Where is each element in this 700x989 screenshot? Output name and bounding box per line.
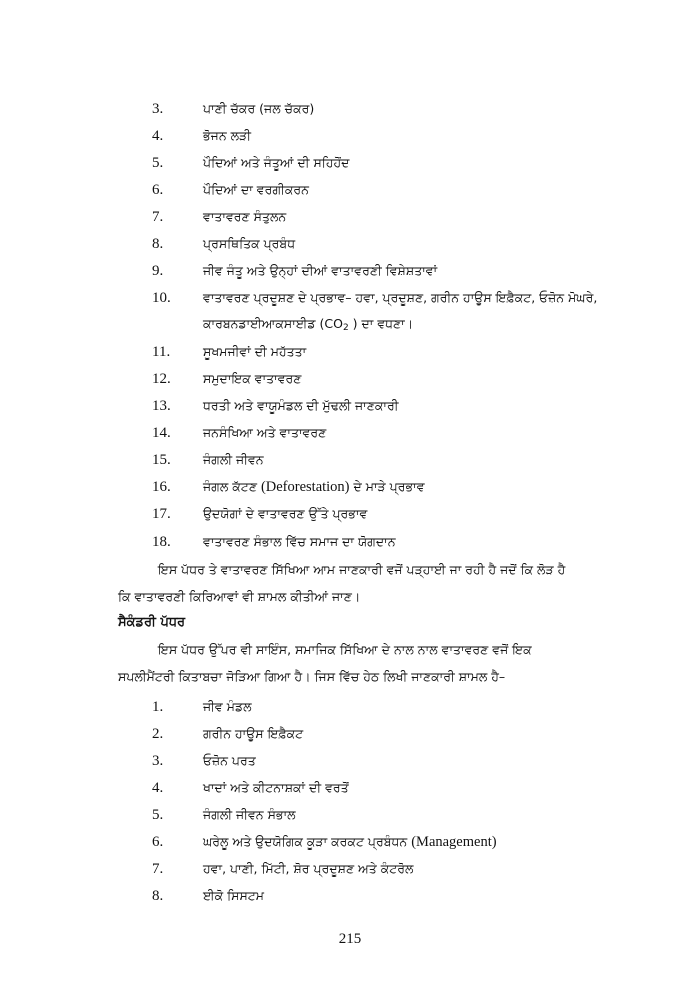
list-item xyxy=(0,396,700,422)
list-item-text: ਜੰਗਲ ਕੱਟਣ (Deforestation) ਦੇ ਮਾੜੇ ਪ੍ਰਭਾਵ xyxy=(203,479,425,495)
list-item-text: ਗਰੀਨ ਹਾਊਸ ਇਫ਼ੈਕਟ xyxy=(203,726,304,741)
list-item xyxy=(0,504,700,530)
list-item-number: 2. xyxy=(152,726,164,742)
list-item-text: ਪੌਦਿਆਂ ਅਤੇ ਜੰਤੂਆਂ ਦੀ ਸਹਿਹੋਂਦ xyxy=(203,155,350,170)
list-item xyxy=(0,859,700,885)
list-item xyxy=(0,450,700,476)
paragraph-secondary-level-note xyxy=(118,636,620,690)
english-term: (Deforestation) xyxy=(260,479,350,495)
list-item-number: 4. xyxy=(152,128,164,144)
list-item-number: 6. xyxy=(152,834,164,850)
list-item-number: 3. xyxy=(152,101,164,117)
list-item-text: ਖਾਦਾਂ ਅਤੇ ਕੀਟਨਾਸ਼ਕਾਂ ਦੀ ਵਰਤੋਂ xyxy=(203,780,349,795)
list-item-text: ਵਾਤਾਵਰਣ ਸੰਭਾਲ ਵਿੱਚ ਸਮਾਜ ਦਾ ਯੋਗਦਾਨ xyxy=(203,534,396,549)
list-item-number: 17. xyxy=(152,506,171,522)
list-item xyxy=(0,832,700,858)
list-item xyxy=(0,477,700,503)
list-item xyxy=(0,751,700,777)
list-item-number: 4. xyxy=(152,780,164,796)
list-item-number: 7. xyxy=(152,209,164,225)
list-item-number: 9. xyxy=(152,263,164,279)
list-item-text: ਜੰਗਲੀ ਜੀਵਨ xyxy=(203,452,264,467)
list-item-number: 5. xyxy=(152,807,164,823)
list-item xyxy=(0,207,700,233)
paragraph-line: ਇਸ ਪੱਧਰ ਉੱਪਰ ਵੀ ਸਾਇੰਸ, ਸਮਾਜਿਕ ਸਿੱਖਿਆ ਦੇ ਨਾਲ ਨਾਲ ਵਾਤਾਵਰਣ ਵਜੋਂ ਇਕ xyxy=(158,642,532,657)
list-item-number: 1. xyxy=(152,699,164,715)
list-item-text: ਜੰਗਲੀ ਜੀਵਨ ਸੰਭਾਲ xyxy=(203,807,296,822)
list-item xyxy=(0,261,700,287)
list-item-number: 5. xyxy=(152,155,164,171)
list-item-text: ਓਜ਼ੋਨ ਪਰਤ xyxy=(203,753,256,768)
list-item-text-continuation: ਕਾਰਬਨਡਾਈਆਕਸਾਈਡ ($CO_2$ ) ਦਾ ਵਧਣਾ। xyxy=(203,316,414,333)
list-item-text: ਸੂਖਮਜੀਵਾਂ ਦੀ ਮਹੱਤਤਾ xyxy=(203,344,307,359)
list-item-number: 8. xyxy=(152,888,164,904)
list-item-text: ਜੀਵ ਜੰਤੂ ਅਤੇ ਉਨ੍ਹਾਂ ਦੀਆਂ ਵਾਤਾਵਰਣੀ ਵਿਸ਼ੇਸ਼ਤਾਵਾਂ xyxy=(203,263,438,278)
list-item-number: 14. xyxy=(152,425,171,441)
list-item-text: ਪੌਦਿਆਂ ਦਾ ਵਰਗੀਕਰਨ xyxy=(203,182,309,197)
list-item-text: ਜੀਵ ਮੰਡਲ xyxy=(203,699,252,714)
list-item xyxy=(0,423,700,449)
list-item-number: 6. xyxy=(152,182,164,198)
list-item-number: 3. xyxy=(152,753,164,769)
paragraph-line: ਇਸ ਪੱਧਰ ਤੇ ਵਾਤਾਵਰਣ ਸਿੱਖਿਆ ਆਮ ਜਾਣਕਾਰੀ ਵਜੋਂ ਪੜ੍ਹਾਈ ਜਾ ਰਹੀ ਹੈ ਜਦੋਂ ਕਿ ਲੋੜ ਹੈ xyxy=(158,562,566,577)
page-number: 215 xyxy=(338,931,362,947)
list-item-number: 15. xyxy=(152,452,171,468)
list-item xyxy=(0,778,700,804)
list-item xyxy=(0,126,700,152)
list-item-number: 13. xyxy=(152,398,171,414)
list-item-text: ਪਾਣੀ ਚੱਕਰ (ਜਲ ਚੱਕਰ) xyxy=(203,101,315,116)
list-item-number: 16. xyxy=(152,479,171,495)
list-item-number: 12. xyxy=(152,371,171,387)
list-item-number: 7. xyxy=(152,861,164,877)
list-item-number: 18. xyxy=(152,534,171,550)
list-item-text: ਵਾਤਾਵਰਣ ਸੰਤੁਲਨ xyxy=(203,209,287,224)
list-item-number: 11. xyxy=(152,344,171,360)
paragraph-primary-level-note xyxy=(118,556,620,610)
list-item-text: ਈਕੋ ਸਿਸਟਮ xyxy=(203,888,265,903)
list-item xyxy=(0,180,700,206)
list-item xyxy=(0,724,700,750)
list-item xyxy=(0,805,700,831)
paragraph-line: ਕਿ ਵਾਤਾਵਰਣੀ ਕਿਰਿਆਵਾਂ ਵੀ ਸ਼ਾਮਲ ਕੀਤੀਆਂ ਜਾਣ। xyxy=(118,589,361,604)
list-item-text: ਪ੍ਰਸਥਿਤਿਕ ਪ੍ਰਬੰਧ xyxy=(203,236,296,251)
list-item xyxy=(0,342,700,368)
paragraph-line: ਸਪਲੀਮੈਂਟਰੀ ਕਿਤਾਬਚਾ ਜੋੜਿਆ ਗਿਆ ਹੈ। ਜਿਸ ਵਿੱਚ ਹੇਠ ਲਿਖੀ ਜਾਣਕਾਰੀ ਸ਼ਾਮਲ ਹੈ– xyxy=(118,669,506,684)
list-item-text: ਜਨਸੰਖਿਆ ਅਤੇ ਵਾਤਾਵਰਣ xyxy=(203,425,327,440)
list-item xyxy=(0,99,700,125)
list-item xyxy=(0,153,700,179)
list-item xyxy=(0,288,700,340)
list-item-text: ਉਦਯੋਗਾਂ ਦੇ ਵਾਤਾਵਰਣ ਉੱਤੇ ਪ੍ਰਭਾਵ xyxy=(203,506,368,521)
list-item xyxy=(0,369,700,395)
list-item-text: ਹਵਾ, ਪਾਣੀ, ਮਿੱਟੀ, ਸ਼ੋਰ ਪ੍ਰਦੂਸ਼ਣ ਅਤੇ ਕੰਟਰੋਲ xyxy=(203,861,414,876)
list-item-number: 10. xyxy=(152,290,171,306)
list-item-text: ਸਮੁਦਾਇਕ ਵਾਤਾਵਰਣ xyxy=(203,371,302,386)
list-item xyxy=(0,697,700,723)
list-item-text: ਘਰੇਲੂ ਅਤੇ ਉਦਯੋਗਿਕ ਕੂੜਾ ਕਰਕਟ ਪ੍ਰਬੰਧਨ (Management) xyxy=(203,834,497,850)
list-item xyxy=(0,886,700,912)
list-item xyxy=(0,532,700,558)
subscript-two: 2 xyxy=(342,323,349,333)
english-term: (Management) xyxy=(411,834,497,850)
list-item-number: 8. xyxy=(152,236,164,252)
list-item-text: ਭੋਜਨ ਲੜੀ xyxy=(203,128,251,143)
list-item-text: ਧਰਤੀ ਅਤੇ ਵਾਯੂਮੰਡਲ ਦੀ ਮੁੱਢਲੀ ਜਾਣਕਾਰੀ xyxy=(203,398,399,413)
list-item xyxy=(0,234,700,260)
section-heading: ਸੈਕੰਡਰੀ ਪੱਧਰ xyxy=(118,615,186,630)
list-item-text: ਵਾਤਾਵਰਣ ਪ੍ਰਦੂਸ਼ਣ ਦੇ ਪ੍ਰਭਾਵ– ਹਵਾ, ਪ੍ਰਦੂਸ਼ਣ, ਗਰੀਨ ਹਾਊਸ ਇਫ਼ੈਕਟ, ਓਜ਼ੋਨ ਮੋਘਰੇ, xyxy=(203,290,598,305)
